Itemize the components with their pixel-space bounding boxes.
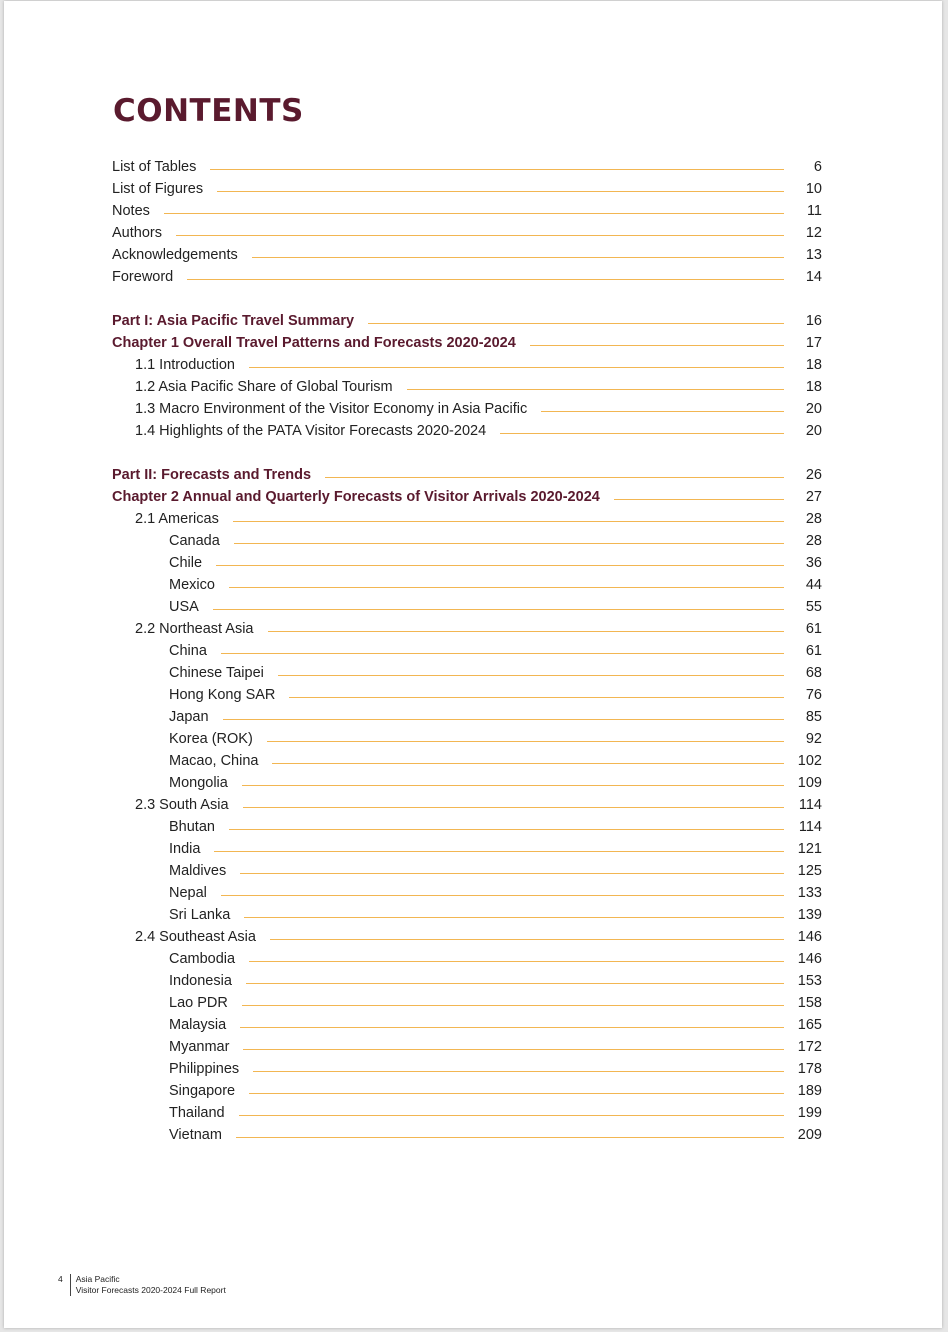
toc-entry-label: Notes [112, 203, 150, 219]
toc-entry-label: List of Tables [112, 159, 197, 175]
toc-entry-lvl1[interactable] [112, 791, 822, 813]
toc-entry-label: 2.4 Southeast Asia [135, 929, 256, 945]
toc-leader-line [223, 719, 784, 720]
toc-entry-label: Chinese Taipei [169, 665, 264, 681]
toc-entry-lvl2[interactable] [112, 703, 822, 725]
toc-entry-lvl1[interactable] [112, 373, 822, 395]
toc-leader-line [234, 543, 784, 544]
page-footer [58, 1274, 226, 1296]
toc-entry-page-number: 18 [805, 379, 822, 395]
toc-leader-line [221, 895, 784, 896]
toc-entry-lvl2[interactable] [112, 571, 822, 593]
toc-entry-label: Chile [169, 555, 203, 571]
toc-entry-label: 2.2 Northeast Asia [135, 621, 254, 637]
toc-entry-page-number: 20 [805, 401, 822, 417]
toc-entry-lvl1[interactable] [112, 923, 822, 945]
toc-entry-front[interactable] [112, 219, 822, 241]
toc-entry-page-number: 109 [797, 775, 822, 791]
toc-spacer [112, 439, 822, 461]
toc-entry-lvl2[interactable] [112, 945, 822, 967]
toc-leader-line [214, 851, 783, 852]
toc-entry-page-number: 11 [806, 203, 822, 219]
toc-leader-line [242, 1005, 784, 1006]
toc-leader-line [216, 565, 784, 566]
toc-entry-lvl1[interactable] [112, 395, 822, 417]
toc-leader-line [210, 169, 784, 170]
toc-entry-lvl2[interactable] [112, 1121, 822, 1143]
toc-entry-label: Macao, China [169, 753, 259, 769]
toc-entry-lvl2[interactable] [112, 681, 822, 703]
toc-leader-line [278, 675, 784, 676]
toc-leader-line [244, 917, 784, 918]
toc-entry-chapter[interactable] [112, 483, 822, 505]
toc-entry-label: Mexico [169, 577, 215, 593]
toc-leader-line [270, 939, 784, 940]
toc-entry-label: USA [169, 599, 199, 615]
toc-entry-page-number: 17 [805, 335, 822, 351]
toc-entry-lvl2[interactable] [112, 1033, 822, 1055]
toc-entry-lvl1[interactable] [112, 505, 822, 527]
toc-entry-page-number: 76 [805, 687, 822, 703]
toc-entry-page-number: 85 [805, 709, 822, 725]
toc-entry-page-number: 36 [805, 555, 822, 571]
toc-leader-line [229, 829, 784, 830]
page-title: CONTENTS [113, 93, 304, 129]
toc-entry-page-number: 44 [805, 577, 822, 593]
toc-entry-page-number: 153 [797, 973, 822, 989]
toc-entry-label: Korea (ROK) [169, 731, 253, 747]
toc-entry-lvl2[interactable] [112, 879, 822, 901]
toc-leader-line [187, 279, 784, 280]
footer-line-2: Visitor Forecasts 2020-2024 Full Report [75, 1285, 226, 1295]
toc-entry-page-number: 114 [798, 797, 822, 813]
toc-entry-front[interactable] [112, 197, 822, 219]
toc-entry-lvl2[interactable] [112, 967, 822, 989]
toc-entry-page-number: 28 [805, 511, 822, 527]
toc-leader-line [229, 587, 784, 588]
toc-spacer [112, 285, 822, 307]
toc-entry-label: Thailand [169, 1105, 225, 1121]
toc-entry-label: China [169, 643, 207, 659]
toc-leader-line [272, 763, 783, 764]
toc-leader-line [252, 257, 784, 258]
toc-leader-line [233, 521, 784, 522]
toc-entry-label: 1.3 Macro Environment of the Visitor Economy in Asia Pacific [135, 401, 528, 417]
toc-entry-page-number: 10 [805, 181, 822, 197]
toc-entry-label: Chapter 2 Annual and Quarterly Forecasts of Visitor Arrivals 2020-2024 [112, 489, 600, 505]
toc-leader-line [164, 213, 784, 214]
toc-leader-line [176, 235, 784, 236]
toc-leader-line [530, 345, 784, 346]
toc-entry-page-number: 209 [797, 1127, 822, 1143]
toc-entry-chapter[interactable] [112, 329, 822, 351]
toc-entry-label: Nepal [169, 885, 207, 901]
toc-leader-line [242, 785, 784, 786]
toc-entry-lvl2[interactable] [112, 1099, 822, 1121]
toc-leader-line [249, 1093, 784, 1094]
document-page [4, 1, 942, 1328]
toc-entry-lvl2[interactable] [112, 1011, 822, 1033]
toc-entry-label: Acknowledgements [112, 247, 238, 263]
toc-leader-line [407, 389, 784, 390]
toc-entry-page-number: 102 [797, 753, 822, 769]
toc-entry-lvl2[interactable] [112, 549, 822, 571]
toc-entry-label: Singapore [169, 1083, 236, 1099]
toc-leader-line [249, 961, 784, 962]
toc-leader-line [253, 1071, 784, 1072]
toc-entry-lvl2[interactable] [112, 813, 822, 835]
toc-entry-page-number: 139 [797, 907, 822, 923]
toc-entry-lvl2[interactable] [112, 593, 822, 615]
toc-leader-line [240, 873, 784, 874]
toc-entry-page-number: 16 [805, 313, 822, 329]
toc-entry-label: Canada [169, 533, 220, 549]
toc-entry-label: 1.1 Introduction [135, 357, 235, 373]
toc-entry-lvl1[interactable] [112, 615, 822, 637]
toc-leader-line [213, 609, 784, 610]
toc-entry-lvl2[interactable] [112, 637, 822, 659]
toc-entry-page-number: 13 [805, 247, 822, 263]
toc-entry-label: Authors [112, 225, 162, 241]
toc-entry-page-number: 146 [797, 929, 822, 945]
toc-entry-front[interactable] [112, 263, 822, 285]
toc-entry-label: Malaysia [169, 1017, 227, 1033]
toc-entry-label: Maldives [169, 863, 227, 879]
toc-entry-lvl2[interactable] [112, 747, 822, 769]
toc-entry-page-number: 18 [805, 357, 822, 373]
toc-leader-line [243, 1049, 783, 1050]
toc-entry-lvl2[interactable] [112, 527, 822, 549]
toc-entry-page-number: 114 [798, 819, 822, 835]
toc-leader-line [289, 697, 784, 698]
toc-leader-line [268, 631, 785, 632]
table-of-contents [112, 153, 822, 1143]
toc-entry-label: List of Figures [112, 181, 204, 197]
toc-entry-front[interactable] [112, 241, 822, 263]
toc-entry-lvl2[interactable] [112, 725, 822, 747]
toc-entry-page-number: 14 [805, 269, 822, 285]
toc-entry-lvl2[interactable] [112, 659, 822, 681]
toc-entry-label: Part I: Asia Pacific Travel Summary [112, 313, 355, 329]
toc-entry-label: 1.2 Asia Pacific Share of Global Tourism [135, 379, 393, 395]
toc-entry-page-number: 125 [797, 863, 822, 879]
toc-entry-page-number: 158 [797, 995, 822, 1011]
toc-entry-label: 2.3 South Asia [135, 797, 229, 813]
toc-entry-label: Philippines [169, 1061, 240, 1077]
toc-entry-page-number: 133 [797, 885, 822, 901]
toc-entry-page-number: 68 [805, 665, 822, 681]
toc-entry-label: India [169, 841, 201, 857]
toc-leader-line [236, 1137, 784, 1138]
toc-entry-page-number: 189 [797, 1083, 822, 1099]
toc-entry-lvl2[interactable] [112, 835, 822, 857]
toc-entry-label: Cambodia [169, 951, 236, 967]
toc-entry-label: 2.1 Americas [135, 511, 219, 527]
toc-leader-line [217, 191, 784, 192]
toc-entry-label: Part II: Forecasts and Trends [112, 467, 312, 483]
toc-entry-label: Hong Kong SAR [169, 687, 276, 703]
toc-entry-page-number: 199 [797, 1105, 822, 1121]
toc-leader-line [239, 1115, 784, 1116]
toc-leader-line [240, 1027, 784, 1028]
toc-entry-part[interactable] [112, 307, 822, 329]
footer-page-number: 4 [58, 1274, 63, 1284]
toc-entry-page-number: 28 [805, 533, 822, 549]
toc-entry-label: Indonesia [169, 973, 232, 989]
toc-entry-label: Vietnam [169, 1127, 222, 1143]
toc-entry-page-number: 55 [805, 599, 822, 615]
toc-leader-line [221, 653, 784, 654]
toc-entry-page-number: 6 [813, 159, 822, 175]
toc-entry-page-number: 146 [797, 951, 822, 967]
toc-entry-label: Japan [169, 709, 209, 725]
toc-entry-label: Myanmar [169, 1039, 230, 1055]
toc-entry-page-number: 61 [805, 621, 822, 637]
toc-entry-lvl1[interactable] [112, 351, 822, 373]
toc-entry-label: Chapter 1 Overall Travel Patterns and Forecasts 2020-2024 [112, 335, 516, 351]
toc-entry-label: Lao PDR [169, 995, 228, 1011]
toc-entry-front[interactable] [112, 153, 822, 175]
toc-entry-page-number: 12 [805, 225, 822, 241]
toc-entry-label: Mongolia [169, 775, 228, 791]
toc-entry-page-number: 172 [797, 1039, 822, 1055]
toc-entry-page-number: 26 [805, 467, 822, 483]
toc-entry-lvl2[interactable] [112, 989, 822, 1011]
toc-entry-page-number: 178 [797, 1061, 822, 1077]
toc-entry-page-number: 165 [797, 1017, 822, 1033]
toc-entry-page-number: 20 [805, 423, 822, 439]
footer-report-title [70, 1274, 226, 1296]
toc-entry-page-number: 61 [805, 643, 822, 659]
toc-leader-line [243, 807, 784, 808]
toc-leader-line [267, 741, 784, 742]
toc-entry-label: Sri Lanka [169, 907, 231, 923]
toc-leader-line [325, 477, 784, 478]
footer-line-1: Asia Pacific [75, 1274, 120, 1284]
toc-entry-lvl2[interactable] [112, 769, 822, 791]
toc-entry-lvl2[interactable] [112, 1055, 822, 1077]
toc-leader-line [249, 367, 784, 368]
toc-entry-part[interactable] [112, 461, 822, 483]
toc-entry-lvl2[interactable] [112, 1077, 822, 1099]
toc-leader-line [368, 323, 784, 324]
toc-entry-label: 1.4 Highlights of the PATA Visitor Forecasts 2020-2024 [135, 423, 487, 439]
toc-entry-label: Bhutan [169, 819, 215, 835]
toc-entry-lvl2[interactable] [112, 857, 822, 879]
toc-entry-label: Foreword [112, 269, 174, 285]
toc-entry-page-number: 27 [805, 489, 822, 505]
toc-leader-line [246, 983, 784, 984]
toc-leader-line [541, 411, 784, 412]
toc-entry-page-number: 121 [797, 841, 822, 857]
toc-leader-line [500, 433, 784, 434]
toc-entry-page-number: 92 [805, 731, 822, 747]
toc-entry-front[interactable] [112, 175, 822, 197]
toc-entry-lvl2[interactable] [112, 901, 822, 923]
toc-leader-line [614, 499, 784, 500]
toc-entry-lvl1[interactable] [112, 417, 822, 439]
